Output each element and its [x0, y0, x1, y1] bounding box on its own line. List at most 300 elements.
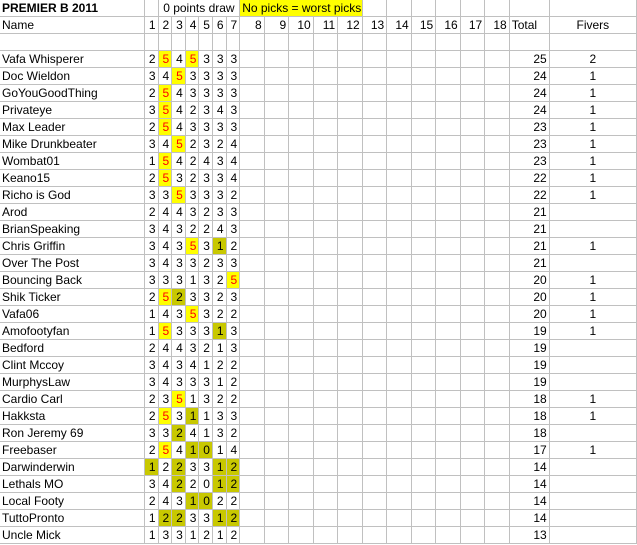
round-score-cell[interactable] — [265, 442, 290, 459]
round-score-cell[interactable] — [265, 374, 290, 391]
total-cell[interactable]: 21 — [510, 204, 550, 221]
round-header-5[interactable]: 5 — [199, 17, 213, 34]
round-score-cell[interactable] — [265, 323, 290, 340]
cell-r0-16[interactable] — [436, 0, 461, 17]
round-score-cell[interactable]: 3 — [227, 323, 241, 340]
round-score-cell[interactable] — [314, 187, 339, 204]
blank-row-cell[interactable] — [240, 34, 265, 51]
round-score-cell[interactable] — [240, 170, 265, 187]
round-score-cell[interactable]: 4 — [199, 153, 213, 170]
round-score-cell[interactable] — [461, 102, 486, 119]
round-score-cell[interactable]: 2 — [199, 221, 213, 238]
player-name[interactable]: Vafa Whisperer — [0, 51, 145, 68]
round-score-cell[interactable] — [289, 272, 314, 289]
round-score-cell[interactable] — [485, 187, 510, 204]
round-score-cell[interactable]: 5 — [172, 136, 186, 153]
round-score-cell[interactable] — [338, 136, 363, 153]
round-score-cell[interactable]: 3 — [172, 170, 186, 187]
blank-row-cell[interactable] — [387, 34, 412, 51]
round-score-cell[interactable]: 3 — [145, 476, 159, 493]
round-score-cell[interactable] — [387, 85, 412, 102]
round-score-cell[interactable]: 2 — [227, 493, 241, 510]
round-score-cell[interactable]: 0 — [199, 493, 213, 510]
fivers-cell[interactable] — [550, 204, 637, 221]
round-score-cell[interactable] — [485, 204, 510, 221]
round-header-4[interactable]: 4 — [186, 17, 200, 34]
round-score-cell[interactable]: 2 — [186, 102, 200, 119]
round-score-cell[interactable] — [338, 187, 363, 204]
round-score-cell[interactable]: 4 — [159, 374, 173, 391]
round-score-cell[interactable] — [436, 255, 461, 272]
round-score-cell[interactable]: 3 — [227, 289, 241, 306]
round-score-cell[interactable]: 4 — [159, 204, 173, 221]
round-header-9[interactable]: 9 — [265, 17, 290, 34]
player-name[interactable]: Hakksta — [0, 408, 145, 425]
round-score-cell[interactable]: 2 — [145, 391, 159, 408]
round-score-cell[interactable]: 5 — [159, 289, 173, 306]
round-score-cell[interactable] — [265, 119, 290, 136]
round-score-cell[interactable] — [461, 136, 486, 153]
player-name[interactable]: Richo is God — [0, 187, 145, 204]
round-score-cell[interactable]: 3 — [172, 255, 186, 272]
round-score-cell[interactable]: 3 — [227, 255, 241, 272]
round-score-cell[interactable] — [363, 357, 388, 374]
round-score-cell[interactable]: 2 — [199, 527, 213, 544]
round-score-cell[interactable] — [461, 204, 486, 221]
round-score-cell[interactable] — [240, 442, 265, 459]
round-score-cell[interactable] — [265, 425, 290, 442]
total-cell[interactable]: 14 — [510, 459, 550, 476]
round-score-cell[interactable]: 2 — [199, 340, 213, 357]
blank-row-cell[interactable] — [314, 34, 339, 51]
round-score-cell[interactable]: 5 — [159, 170, 173, 187]
total-cell[interactable]: 18 — [510, 391, 550, 408]
round-score-cell[interactable] — [412, 408, 437, 425]
round-score-cell[interactable]: 1 — [213, 374, 227, 391]
round-score-cell[interactable]: 2 — [213, 357, 227, 374]
round-score-cell[interactable] — [240, 238, 265, 255]
fivers-cell[interactable]: 1 — [550, 238, 637, 255]
round-score-cell[interactable] — [436, 459, 461, 476]
cell-r0-18[interactable] — [485, 0, 510, 17]
round-score-cell[interactable]: 4 — [159, 221, 173, 238]
round-score-cell[interactable] — [461, 357, 486, 374]
round-score-cell[interactable] — [436, 51, 461, 68]
round-score-cell[interactable] — [387, 153, 412, 170]
round-score-cell[interactable] — [338, 459, 363, 476]
round-score-cell[interactable]: 5 — [186, 51, 200, 68]
round-score-cell[interactable] — [412, 170, 437, 187]
round-score-cell[interactable] — [412, 340, 437, 357]
round-score-cell[interactable]: 1 — [186, 408, 200, 425]
round-score-cell[interactable] — [387, 221, 412, 238]
fivers-cell[interactable]: 1 — [550, 272, 637, 289]
round-score-cell[interactable] — [461, 476, 486, 493]
round-score-cell[interactable] — [363, 187, 388, 204]
round-score-cell[interactable] — [485, 459, 510, 476]
round-score-cell[interactable] — [412, 119, 437, 136]
round-score-cell[interactable] — [314, 153, 339, 170]
round-score-cell[interactable] — [289, 119, 314, 136]
round-score-cell[interactable] — [412, 476, 437, 493]
round-score-cell[interactable]: 3 — [186, 323, 200, 340]
round-score-cell[interactable] — [363, 289, 388, 306]
round-score-cell[interactable] — [240, 136, 265, 153]
round-header-14[interactable]: 14 — [387, 17, 412, 34]
round-score-cell[interactable] — [387, 119, 412, 136]
round-score-cell[interactable] — [461, 510, 486, 527]
round-score-cell[interactable]: 3 — [199, 391, 213, 408]
round-score-cell[interactable] — [412, 459, 437, 476]
round-score-cell[interactable] — [289, 204, 314, 221]
round-score-cell[interactable] — [485, 306, 510, 323]
round-score-cell[interactable]: 3 — [145, 374, 159, 391]
round-score-cell[interactable] — [240, 51, 265, 68]
round-score-cell[interactable] — [387, 459, 412, 476]
round-score-cell[interactable]: 2 — [227, 425, 241, 442]
fivers-cell[interactable] — [550, 476, 637, 493]
round-score-cell[interactable] — [485, 289, 510, 306]
round-score-cell[interactable] — [338, 221, 363, 238]
round-score-cell[interactable] — [338, 408, 363, 425]
round-score-cell[interactable]: 4 — [186, 425, 200, 442]
round-score-cell[interactable] — [485, 85, 510, 102]
round-score-cell[interactable] — [240, 85, 265, 102]
round-score-cell[interactable]: 3 — [186, 289, 200, 306]
round-score-cell[interactable] — [412, 323, 437, 340]
draw-note[interactable]: 0 points draw — [159, 0, 241, 17]
round-score-cell[interactable] — [387, 408, 412, 425]
round-score-cell[interactable] — [412, 85, 437, 102]
round-header-10[interactable]: 10 — [289, 17, 314, 34]
round-score-cell[interactable]: 2 — [186, 170, 200, 187]
total-cell[interactable]: 24 — [510, 85, 550, 102]
round-score-cell[interactable] — [485, 170, 510, 187]
round-score-cell[interactable]: 2 — [172, 510, 186, 527]
round-score-cell[interactable]: 3 — [145, 221, 159, 238]
round-score-cell[interactable] — [363, 442, 388, 459]
round-score-cell[interactable] — [314, 374, 339, 391]
round-score-cell[interactable]: 2 — [145, 119, 159, 136]
round-score-cell[interactable] — [363, 391, 388, 408]
round-score-cell[interactable]: 1 — [199, 425, 213, 442]
fivers-cell[interactable]: 1 — [550, 102, 637, 119]
round-score-cell[interactable] — [338, 68, 363, 85]
round-score-cell[interactable]: 3 — [213, 187, 227, 204]
round-score-cell[interactable] — [289, 51, 314, 68]
round-score-cell[interactable] — [485, 442, 510, 459]
round-score-cell[interactable] — [314, 442, 339, 459]
round-score-cell[interactable] — [412, 51, 437, 68]
round-score-cell[interactable]: 4 — [172, 204, 186, 221]
round-score-cell[interactable]: 2 — [213, 136, 227, 153]
round-score-cell[interactable] — [265, 340, 290, 357]
round-score-cell[interactable] — [363, 102, 388, 119]
round-score-cell[interactable]: 4 — [227, 136, 241, 153]
round-score-cell[interactable]: 3 — [145, 187, 159, 204]
round-score-cell[interactable] — [363, 323, 388, 340]
round-score-cell[interactable] — [289, 187, 314, 204]
total-cell[interactable]: 18 — [510, 408, 550, 425]
round-score-cell[interactable] — [240, 510, 265, 527]
round-score-cell[interactable] — [314, 408, 339, 425]
round-score-cell[interactable]: 1 — [199, 357, 213, 374]
round-score-cell[interactable] — [461, 306, 486, 323]
player-name[interactable]: Chris Griffin — [0, 238, 145, 255]
round-score-cell[interactable]: 3 — [172, 238, 186, 255]
round-score-cell[interactable] — [240, 306, 265, 323]
fivers-cell[interactable] — [550, 459, 637, 476]
round-score-cell[interactable] — [314, 255, 339, 272]
round-score-cell[interactable] — [338, 153, 363, 170]
player-name[interactable]: Max Leader — [0, 119, 145, 136]
round-score-cell[interactable] — [240, 153, 265, 170]
round-score-cell[interactable] — [265, 459, 290, 476]
round-score-cell[interactable]: 3 — [227, 119, 241, 136]
round-score-cell[interactable] — [314, 340, 339, 357]
round-score-cell[interactable]: 2 — [227, 391, 241, 408]
round-score-cell[interactable] — [265, 85, 290, 102]
round-score-cell[interactable] — [363, 51, 388, 68]
round-score-cell[interactable] — [485, 510, 510, 527]
round-score-cell[interactable]: 4 — [227, 442, 241, 459]
fivers-cell[interactable]: 1 — [550, 187, 637, 204]
round-score-cell[interactable]: 2 — [186, 476, 200, 493]
round-score-cell[interactable]: 4 — [159, 476, 173, 493]
round-score-cell[interactable]: 3 — [145, 68, 159, 85]
round-score-cell[interactable] — [289, 136, 314, 153]
round-score-cell[interactable] — [387, 442, 412, 459]
round-score-cell[interactable] — [314, 85, 339, 102]
round-score-cell[interactable]: 2 — [145, 51, 159, 68]
round-score-cell[interactable] — [338, 204, 363, 221]
fivers-cell[interactable] — [550, 493, 637, 510]
fivers-cell[interactable]: 1 — [550, 119, 637, 136]
round-score-cell[interactable]: 3 — [227, 204, 241, 221]
round-score-cell[interactable] — [412, 204, 437, 221]
fivers-cell[interactable] — [550, 374, 637, 391]
round-score-cell[interactable] — [265, 357, 290, 374]
round-score-cell[interactable] — [338, 442, 363, 459]
round-score-cell[interactable] — [314, 459, 339, 476]
round-score-cell[interactable] — [387, 204, 412, 221]
fivers-cell[interactable]: 1 — [550, 289, 637, 306]
player-name[interactable]: Privateye — [0, 102, 145, 119]
round-score-cell[interactable]: 5 — [159, 442, 173, 459]
round-score-cell[interactable] — [338, 374, 363, 391]
round-score-cell[interactable] — [387, 238, 412, 255]
player-name[interactable]: Amofootyfan — [0, 323, 145, 340]
round-score-cell[interactable] — [461, 408, 486, 425]
round-score-cell[interactable] — [289, 323, 314, 340]
round-score-cell[interactable] — [387, 68, 412, 85]
round-score-cell[interactable]: 3 — [159, 187, 173, 204]
round-score-cell[interactable] — [240, 119, 265, 136]
total-cell[interactable]: 20 — [510, 272, 550, 289]
round-score-cell[interactable] — [314, 102, 339, 119]
cell-r0-14[interactable] — [387, 0, 412, 17]
round-score-cell[interactable] — [387, 425, 412, 442]
round-score-cell[interactable] — [461, 51, 486, 68]
round-score-cell[interactable] — [436, 357, 461, 374]
round-score-cell[interactable]: 4 — [172, 153, 186, 170]
round-score-cell[interactable] — [289, 255, 314, 272]
round-score-cell[interactable] — [240, 340, 265, 357]
round-score-cell[interactable]: 3 — [213, 408, 227, 425]
round-score-cell[interactable] — [338, 102, 363, 119]
round-score-cell[interactable] — [265, 510, 290, 527]
round-score-cell[interactable] — [363, 510, 388, 527]
total-cell[interactable]: 24 — [510, 68, 550, 85]
round-score-cell[interactable]: 4 — [159, 238, 173, 255]
round-score-cell[interactable]: 3 — [172, 221, 186, 238]
round-score-cell[interactable] — [412, 510, 437, 527]
round-score-cell[interactable]: 3 — [199, 187, 213, 204]
fivers-cell[interactable]: 1 — [550, 323, 637, 340]
round-score-cell[interactable] — [314, 476, 339, 493]
round-score-cell[interactable] — [363, 85, 388, 102]
round-score-cell[interactable]: 5 — [159, 85, 173, 102]
total-cell[interactable]: 23 — [510, 119, 550, 136]
fivers-cell[interactable] — [550, 527, 637, 544]
round-score-cell[interactable]: 4 — [159, 255, 173, 272]
round-score-cell[interactable]: 5 — [159, 408, 173, 425]
fivers-cell[interactable]: 1 — [550, 170, 637, 187]
round-score-cell[interactable]: 1 — [213, 323, 227, 340]
round-score-cell[interactable]: 2 — [172, 476, 186, 493]
round-score-cell[interactable] — [412, 136, 437, 153]
round-score-cell[interactable] — [436, 204, 461, 221]
round-score-cell[interactable]: 2 — [145, 442, 159, 459]
nopicks-note[interactable]: No picks = worst picks — [242, 1, 362, 15]
total-header[interactable]: Total — [510, 17, 550, 34]
round-score-cell[interactable] — [412, 442, 437, 459]
round-score-cell[interactable]: 3 — [199, 51, 213, 68]
round-score-cell[interactable] — [338, 425, 363, 442]
round-score-cell[interactable]: 2 — [145, 85, 159, 102]
round-score-cell[interactable]: 4 — [159, 136, 173, 153]
round-score-cell[interactable]: 3 — [227, 340, 241, 357]
round-score-cell[interactable]: 3 — [145, 272, 159, 289]
round-score-cell[interactable] — [240, 459, 265, 476]
round-score-cell[interactable] — [436, 442, 461, 459]
round-score-cell[interactable] — [240, 374, 265, 391]
blank-row-cell[interactable] — [227, 34, 241, 51]
round-score-cell[interactable] — [289, 306, 314, 323]
round-score-cell[interactable]: 2 — [213, 391, 227, 408]
round-score-cell[interactable] — [485, 238, 510, 255]
blank-row-cell[interactable] — [172, 34, 186, 51]
fivers-cell[interactable]: 1 — [550, 136, 637, 153]
round-header-1[interactable]: 1 — [145, 17, 159, 34]
cell-r0-total[interactable] — [510, 0, 550, 17]
round-score-cell[interactable] — [363, 459, 388, 476]
round-score-cell[interactable] — [461, 323, 486, 340]
round-score-cell[interactable]: 3 — [199, 289, 213, 306]
round-score-cell[interactable] — [461, 238, 486, 255]
round-score-cell[interactable]: 1 — [145, 527, 159, 544]
round-score-cell[interactable]: 3 — [199, 306, 213, 323]
round-score-cell[interactable] — [338, 51, 363, 68]
round-score-cell[interactable] — [436, 527, 461, 544]
round-score-cell[interactable]: 1 — [213, 238, 227, 255]
round-score-cell[interactable]: 0 — [199, 476, 213, 493]
round-score-cell[interactable]: 4 — [159, 68, 173, 85]
player-name[interactable]: Darwinderwin — [0, 459, 145, 476]
blank-row-fivers[interactable] — [550, 34, 637, 51]
round-score-cell[interactable] — [289, 425, 314, 442]
round-score-cell[interactable] — [436, 136, 461, 153]
player-name[interactable]: Over The Post — [0, 255, 145, 272]
round-score-cell[interactable] — [338, 272, 363, 289]
round-header-7[interactable]: 7 — [227, 17, 241, 34]
player-name[interactable]: Ron Jeremy 69 — [0, 425, 145, 442]
round-score-cell[interactable] — [289, 85, 314, 102]
round-score-cell[interactable]: 1 — [186, 527, 200, 544]
round-score-cell[interactable]: 2 — [186, 136, 200, 153]
round-score-cell[interactable] — [289, 527, 314, 544]
round-score-cell[interactable] — [289, 170, 314, 187]
round-score-cell[interactable]: 3 — [199, 272, 213, 289]
round-score-cell[interactable]: 3 — [159, 527, 173, 544]
round-score-cell[interactable]: 3 — [213, 255, 227, 272]
round-score-cell[interactable] — [436, 340, 461, 357]
total-cell[interactable]: 19 — [510, 340, 550, 357]
round-score-cell[interactable] — [436, 476, 461, 493]
round-score-cell[interactable] — [240, 527, 265, 544]
round-score-cell[interactable]: 3 — [145, 425, 159, 442]
round-score-cell[interactable] — [338, 289, 363, 306]
blank-row-cell[interactable] — [485, 34, 510, 51]
round-score-cell[interactable] — [338, 238, 363, 255]
round-score-cell[interactable] — [265, 255, 290, 272]
round-score-cell[interactable] — [338, 85, 363, 102]
round-score-cell[interactable] — [363, 493, 388, 510]
round-score-cell[interactable] — [485, 136, 510, 153]
round-score-cell[interactable] — [265, 272, 290, 289]
round-header-12[interactable]: 12 — [338, 17, 363, 34]
round-score-cell[interactable] — [387, 272, 412, 289]
round-score-cell[interactable] — [314, 238, 339, 255]
round-score-cell[interactable] — [265, 51, 290, 68]
round-score-cell[interactable] — [412, 255, 437, 272]
player-name[interactable]: Local Footy — [0, 493, 145, 510]
player-name[interactable]: Cardio Carl — [0, 391, 145, 408]
round-score-cell[interactable]: 2 — [227, 187, 241, 204]
round-score-cell[interactable] — [314, 391, 339, 408]
round-score-cell[interactable]: 4 — [159, 357, 173, 374]
total-cell[interactable]: 25 — [510, 51, 550, 68]
round-score-cell[interactable] — [363, 119, 388, 136]
round-score-cell[interactable] — [387, 51, 412, 68]
round-score-cell[interactable] — [265, 187, 290, 204]
round-score-cell[interactable] — [265, 136, 290, 153]
round-score-cell[interactable]: 4 — [172, 51, 186, 68]
player-name[interactable]: Shik Ticker — [0, 289, 145, 306]
round-score-cell[interactable] — [387, 357, 412, 374]
round-header-8[interactable]: 8 — [240, 17, 265, 34]
round-score-cell[interactable] — [314, 357, 339, 374]
round-score-cell[interactable] — [387, 136, 412, 153]
round-score-cell[interactable] — [289, 102, 314, 119]
total-cell[interactable]: 14 — [510, 493, 550, 510]
round-score-cell[interactable]: 1 — [213, 340, 227, 357]
fivers-cell[interactable]: 1 — [550, 391, 637, 408]
round-score-cell[interactable]: 3 — [213, 119, 227, 136]
round-score-cell[interactable] — [289, 408, 314, 425]
round-header-3[interactable]: 3 — [172, 17, 186, 34]
round-score-cell[interactable] — [436, 153, 461, 170]
